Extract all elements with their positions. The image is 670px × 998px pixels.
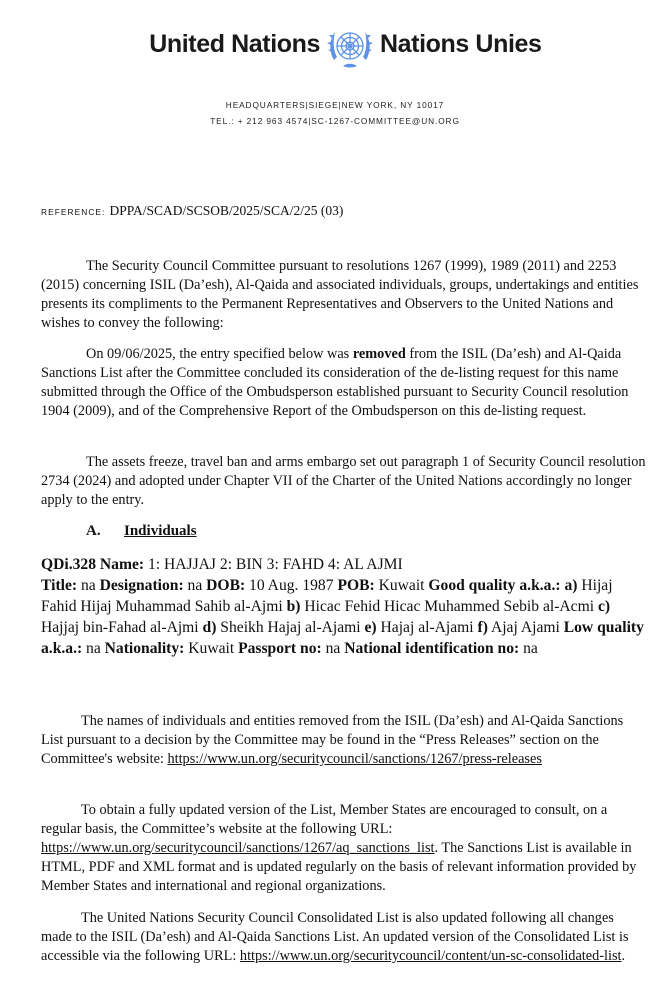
entry-nationality: Kuwait (184, 640, 239, 657)
entry-aka-d-label: d) (202, 619, 217, 636)
address-city: NEW YORK, NY 10017 (341, 100, 445, 110)
measures-paragraph (41, 453, 647, 510)
letterhead (0, 22, 670, 82)
entry-dob: 10 Aug. 1987 (245, 577, 338, 594)
address-line-2: TEL.: + 212 963 4574|SC-1267-COMMITTEE@UN.ORG (210, 116, 460, 126)
press-release-link[interactable]: https://www.un.org/securitycouncil/sanctions/1267/press-releases (167, 751, 542, 767)
address-phone: TEL.: + 212 963 4574 (210, 116, 309, 126)
entry-passport-label: Passport no: (238, 640, 322, 657)
removal-keyword: removed (352, 346, 406, 362)
removal-paragraph (41, 345, 647, 421)
entry-aka-b-label: b) (286, 598, 301, 615)
intro-text: The Security Council Committee pursuant to resolutions 1267 (1999), 1989 (2011) and 2253 (2015) concerning ISIL (Da’esh), Al-Qaida and associated individuals, groups, undertakings and entities presents its compliments to the Permanent Representatives and Observers to the United Nations and wishes to convey the following: (41, 258, 639, 331)
reference-value: DPPA/SCAD/SCSOB/2025/SCA/2/25 (03) (109, 203, 344, 218)
section-title: Individuals (124, 523, 197, 539)
address-line-1: HEADQUARTERS|SIEGE|NEW YORK, NY 10017 (225, 100, 445, 110)
entry-aka-c: Hajjaj bin-Fahad al-Ajmi (41, 619, 203, 636)
entry-aka-f: Ajaj Ajami (487, 619, 564, 636)
sanctions-list-text-after: . The Sanctions List is available in HTML, PDF and XML format and is updated regularly on the basis of relevant information provided by Member States and international and regional organizations. (41, 840, 637, 894)
entry-aka-f-label: f) (477, 619, 488, 636)
entry-national-id-label: National identification no: (344, 640, 520, 657)
sanctions-list-text: To obtain a fully updated version of the List, Member States are encouraged to consult, on a regular basis, the Committee’s website at the following URL: (41, 802, 608, 837)
reference-label: REFERENCE: (41, 207, 106, 217)
sanctions-list-link[interactable]: https://www.un.org/securitycouncil/sanctions/1267/aq_sanctions_list (41, 840, 435, 856)
removal-text-before: On 09/06/2025, the entry specified below was (86, 346, 353, 362)
entry-designation-label: Designation: (99, 577, 184, 594)
entry-pob: Kuwait (374, 577, 429, 594)
entry-designation: na (183, 577, 207, 594)
org-name-en: United Nations (149, 30, 320, 58)
section-letter: A. (86, 523, 101, 539)
section-heading (86, 523, 197, 540)
removal-text-after: from the ISIL (Da’esh) and Al-Qaida Sanctions List after the Committee concluded its consideration of the de-listing request for this name submitted through the Office of the Ombudsperson established pursuant to Security Council resolution 1904 (2009), and of the Comprehensive Report of the Ombudsperson on this de-listing request. (41, 346, 629, 419)
org-name-fr: Nations Unies (380, 30, 542, 58)
reference-line (41, 203, 343, 219)
sanctions-list-note (41, 801, 647, 896)
address-email: SC-1267-COMMITTEE@UN.ORG (311, 116, 460, 126)
entry-aka-b: Hicac Fehid Hicac Muhammed Sebib al-Acmi (300, 598, 598, 615)
entry-pob-label: POB: (337, 577, 375, 594)
measures-text: The assets freeze, travel ban and arms embargo set out paragraph 1 of Security Council resolution 2734 (2024) and adopted under Chapter VII of the Charter of the United Nations accordingly no longer apply to the entry. (41, 454, 646, 508)
entry-national-id: na (519, 640, 538, 657)
entry-title-label: Title: (41, 577, 78, 594)
press-release-note (41, 712, 647, 769)
entry-aka-a: Hijaj Fahid Hijaj Muhammad Sahib al-Ajmi (41, 577, 613, 615)
sanctions-entry (41, 554, 651, 659)
entry-aka-e-label: e) (364, 619, 377, 636)
entry-nationality-label: Nationality: (104, 640, 185, 657)
entry-title: na (77, 577, 100, 594)
consolidated-list-text-after: . (621, 948, 626, 964)
entry-name: 1: HAJJAJ 2: BIN 3: FAHD 4: AL AJMI (144, 556, 403, 573)
un-emblem-icon (325, 22, 375, 72)
entry-low-aka-label: Low quality a.k.a.: (41, 619, 644, 657)
entry-aka-a-label: a) (564, 577, 578, 594)
press-release-text: The names of individuals and entities removed from the ISIL (Da’esh) and Al-Qaida Sanctions List pursuant to a decision by the Committee may be found in the “Press Releases” section on the Committee's website: (41, 713, 624, 767)
consolidated-list-text: The United Nations Security Council Consolidated List is also updated following all changes made to the ISIL (Da’esh) and Al-Qaida Sanctions List. An updated version of the Consolidated List is accessible via the following URL: (41, 910, 629, 964)
address-hq: HEADQUARTERS (225, 100, 306, 110)
consolidated-list-note (41, 909, 647, 966)
entry-low-aka: na (82, 640, 105, 657)
entry-aka-c-label: c) (597, 598, 611, 615)
intro-paragraph (41, 257, 647, 333)
entry-good-aka-label: Good quality a.k.a.: (428, 577, 561, 594)
entry-dob-label: DOB: (206, 577, 246, 594)
entry-aka-e: Hajaj al-Ajami (376, 619, 478, 636)
entry-id-label: QDi.328 Name: (41, 556, 145, 573)
entry-aka-d: Sheikh Hajaj al-Ajami (216, 619, 365, 636)
address-siege: SIEGE (308, 100, 339, 110)
entry-passport: na (321, 640, 345, 657)
consolidated-list-link[interactable]: https://www.un.org/securitycouncil/content/un-sc-consolidated-list (239, 948, 622, 964)
